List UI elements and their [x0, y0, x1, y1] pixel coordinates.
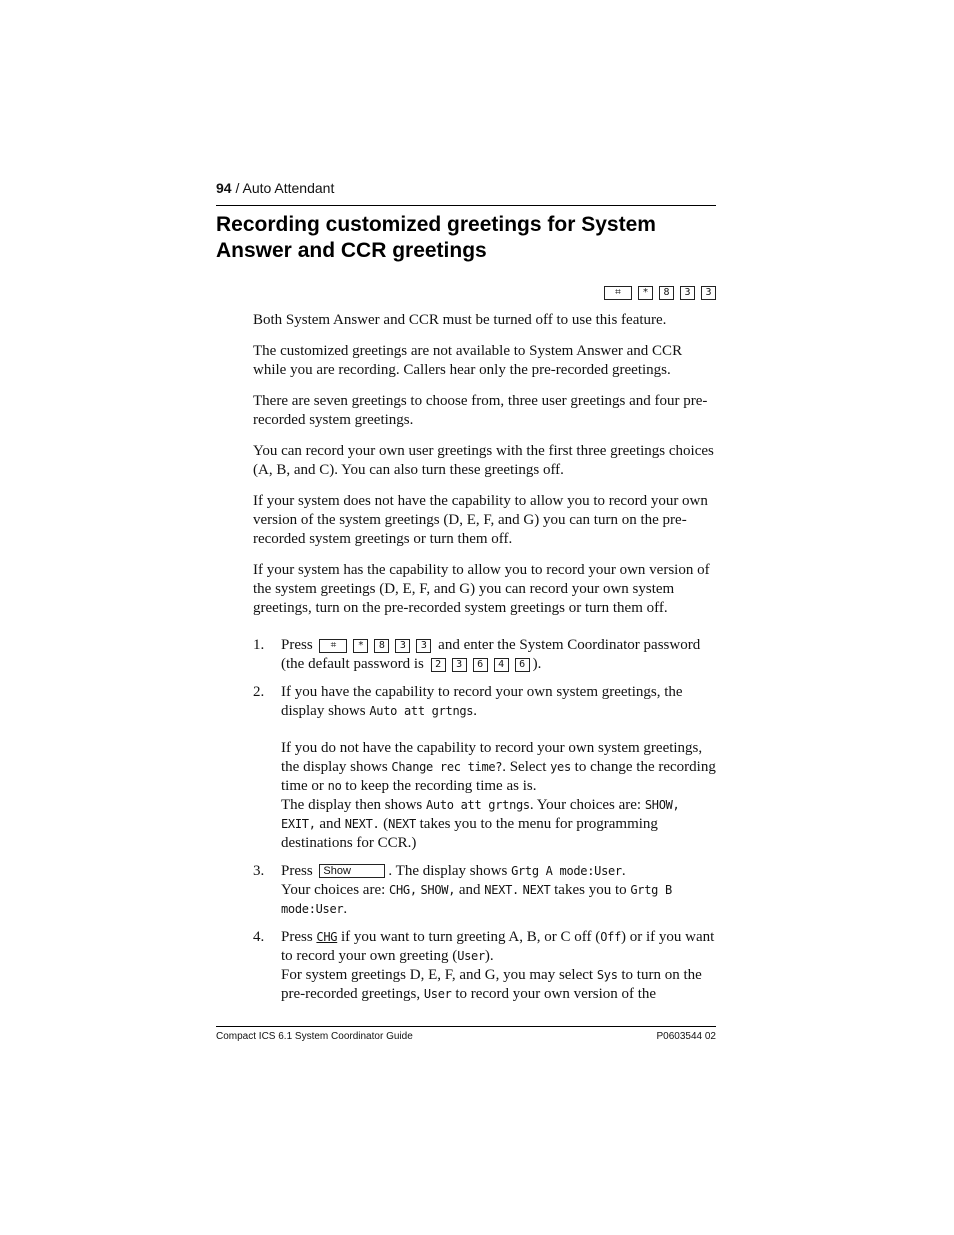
running-header	[216, 180, 716, 196]
step-1	[253, 636, 716, 674]
step-text: ).	[532, 656, 542, 672]
page-title: Recording customized greetings for System Answer and CCR greetings	[216, 213, 656, 262]
display-text: NEXT	[522, 883, 551, 897]
step-number: 4.	[253, 929, 265, 945]
body-text	[253, 311, 716, 1013]
step-text: (	[383, 816, 389, 832]
step-text: Press	[281, 863, 313, 879]
digit-key-icon: 8	[659, 286, 674, 300]
step-text: and	[319, 816, 342, 832]
header-separator: /	[231, 180, 243, 196]
display-text: CHG	[316, 930, 338, 944]
show-softkey-icon: Show	[319, 864, 385, 878]
display-text: NEXT.	[484, 883, 519, 897]
star-key-icon: *	[353, 639, 368, 653]
paragraph: If your system does not have the capability to allow you to record your own version of the system greetings (D, E, F, and G) you can turn on the pre-recorded system greetings or turn them off.	[253, 493, 708, 547]
display-text: Sys	[596, 968, 618, 982]
digit-key-icon: 6	[515, 658, 530, 672]
step-2-part-a	[281, 683, 716, 721]
display-text: NEXT	[388, 817, 416, 831]
footer-title: Compact ICS 6.1 System Coordinator Guide	[216, 1031, 413, 1042]
step-text: to record your own version of the	[455, 986, 657, 1002]
paragraph: You can record your own user greetings with the first three greetings choices (A, B, and C). You can also turn these greetings off.	[253, 443, 714, 478]
step-4-part-b	[281, 966, 716, 1004]
display-text: SHOW,	[644, 798, 680, 812]
step-text: Press	[281, 637, 313, 653]
display-text: Grtg A mode:User	[511, 864, 622, 878]
step-text: .	[343, 901, 348, 917]
display-text: CHG,	[389, 883, 417, 897]
procedure-steps	[253, 636, 716, 1004]
step-text: Press	[281, 929, 313, 945]
header-rule	[216, 205, 716, 206]
feature-key-icon: ⌗	[604, 286, 632, 300]
step-text: If you have the capability to record your own system greetings, the display shows	[281, 684, 683, 719]
step-text: to keep the recording time as is.	[345, 778, 537, 794]
step-3-part-a	[281, 862, 716, 881]
step-number: 1.	[253, 637, 265, 653]
step-3-part-b	[281, 881, 716, 919]
display-text: Auto att grtngs	[425, 798, 530, 812]
digit-key-icon: 8	[374, 639, 389, 653]
step-2-part-c	[281, 796, 716, 853]
footer-doc-number: P0603544 02	[656, 1031, 716, 1042]
step-text: ) or if you want to record your own greeting (	[281, 929, 715, 964]
display-text: User	[457, 949, 485, 963]
digit-key-icon: 2	[431, 658, 446, 672]
step-text: .	[473, 703, 477, 719]
step-text: Your choices are:	[281, 882, 386, 898]
step-2	[253, 683, 716, 853]
footer-rule	[216, 1026, 716, 1027]
section-name: Auto Attendant	[242, 180, 335, 196]
digit-key-icon: 3	[680, 286, 695, 300]
display-text: yes	[550, 760, 571, 774]
step-text: . The display shows	[388, 863, 508, 879]
display-text: Auto att grtngs	[369, 704, 474, 718]
display-text: EXIT,	[281, 817, 316, 831]
feature-key-icon: ⌗	[319, 639, 347, 653]
step-2-part-b	[281, 739, 716, 796]
display-text: NEXT.	[344, 817, 380, 831]
paragraph: If your system has the capability to allow you to record your own version of the system greetings (D, E, F, and G) you can record your own system greetings, turn on the pre-recorded system greetings or turn them off.	[253, 562, 710, 616]
step-text: . Your choices are:	[529, 797, 642, 813]
paragraph: The customized greetings are not available to System Answer and CCR while you are recording. Callers hear only the pre-recorded greetings.	[253, 343, 683, 378]
step-3	[253, 862, 716, 919]
feature-code	[601, 283, 717, 301]
step-4	[253, 928, 716, 1004]
step-text: ).	[484, 948, 494, 964]
step-text: . Select	[502, 759, 547, 775]
step-number: 3.	[253, 863, 265, 879]
step-4-part-a	[281, 928, 716, 966]
step-text: For system greetings D, E, F, and G, you may select	[281, 967, 594, 983]
paragraph: Both System Answer and CCR must be turned off to use this feature.	[253, 312, 667, 328]
step-text: If you do not have the capability to record your own system greetings, the display shows	[281, 740, 703, 775]
step-text: to change the recording time or	[281, 759, 716, 794]
page-number: 94	[216, 180, 232, 196]
step-text: if you want to turn greeting A, B, or C off (	[340, 929, 601, 945]
step-number: 2.	[253, 684, 265, 700]
digit-key-icon: 3	[452, 658, 467, 672]
step-text: and enter the System Coordinator password (the default password is	[281, 637, 701, 672]
step-text: takes you to the menu for programming destinations for CCR.)	[281, 816, 658, 851]
step-text: takes you to	[554, 882, 627, 898]
digit-key-icon: 3	[416, 639, 431, 653]
step-text: to turn on the pre-recorded greetings,	[281, 967, 702, 1002]
digit-key-icon: 6	[473, 658, 488, 672]
star-key-icon: *	[638, 286, 653, 300]
spacer	[281, 721, 716, 739]
display-text: Change rec time?	[391, 760, 503, 774]
step-text: and	[458, 882, 481, 898]
step-text: The display then shows	[281, 797, 423, 813]
digit-key-icon: 4	[494, 658, 509, 672]
display-text: Off	[600, 930, 622, 944]
display-text: User	[423, 987, 452, 1001]
paragraph: There are seven greetings to choose from, three user greetings and four pre-recorded system greetings.	[253, 393, 708, 428]
display-text: SHOW,	[420, 883, 456, 897]
digit-key-icon: 3	[395, 639, 410, 653]
digit-key-icon: 3	[701, 286, 716, 300]
display-text: no	[327, 779, 342, 793]
step-text: .	[621, 863, 626, 879]
display-text: Grtg B mode:User	[281, 883, 672, 916]
